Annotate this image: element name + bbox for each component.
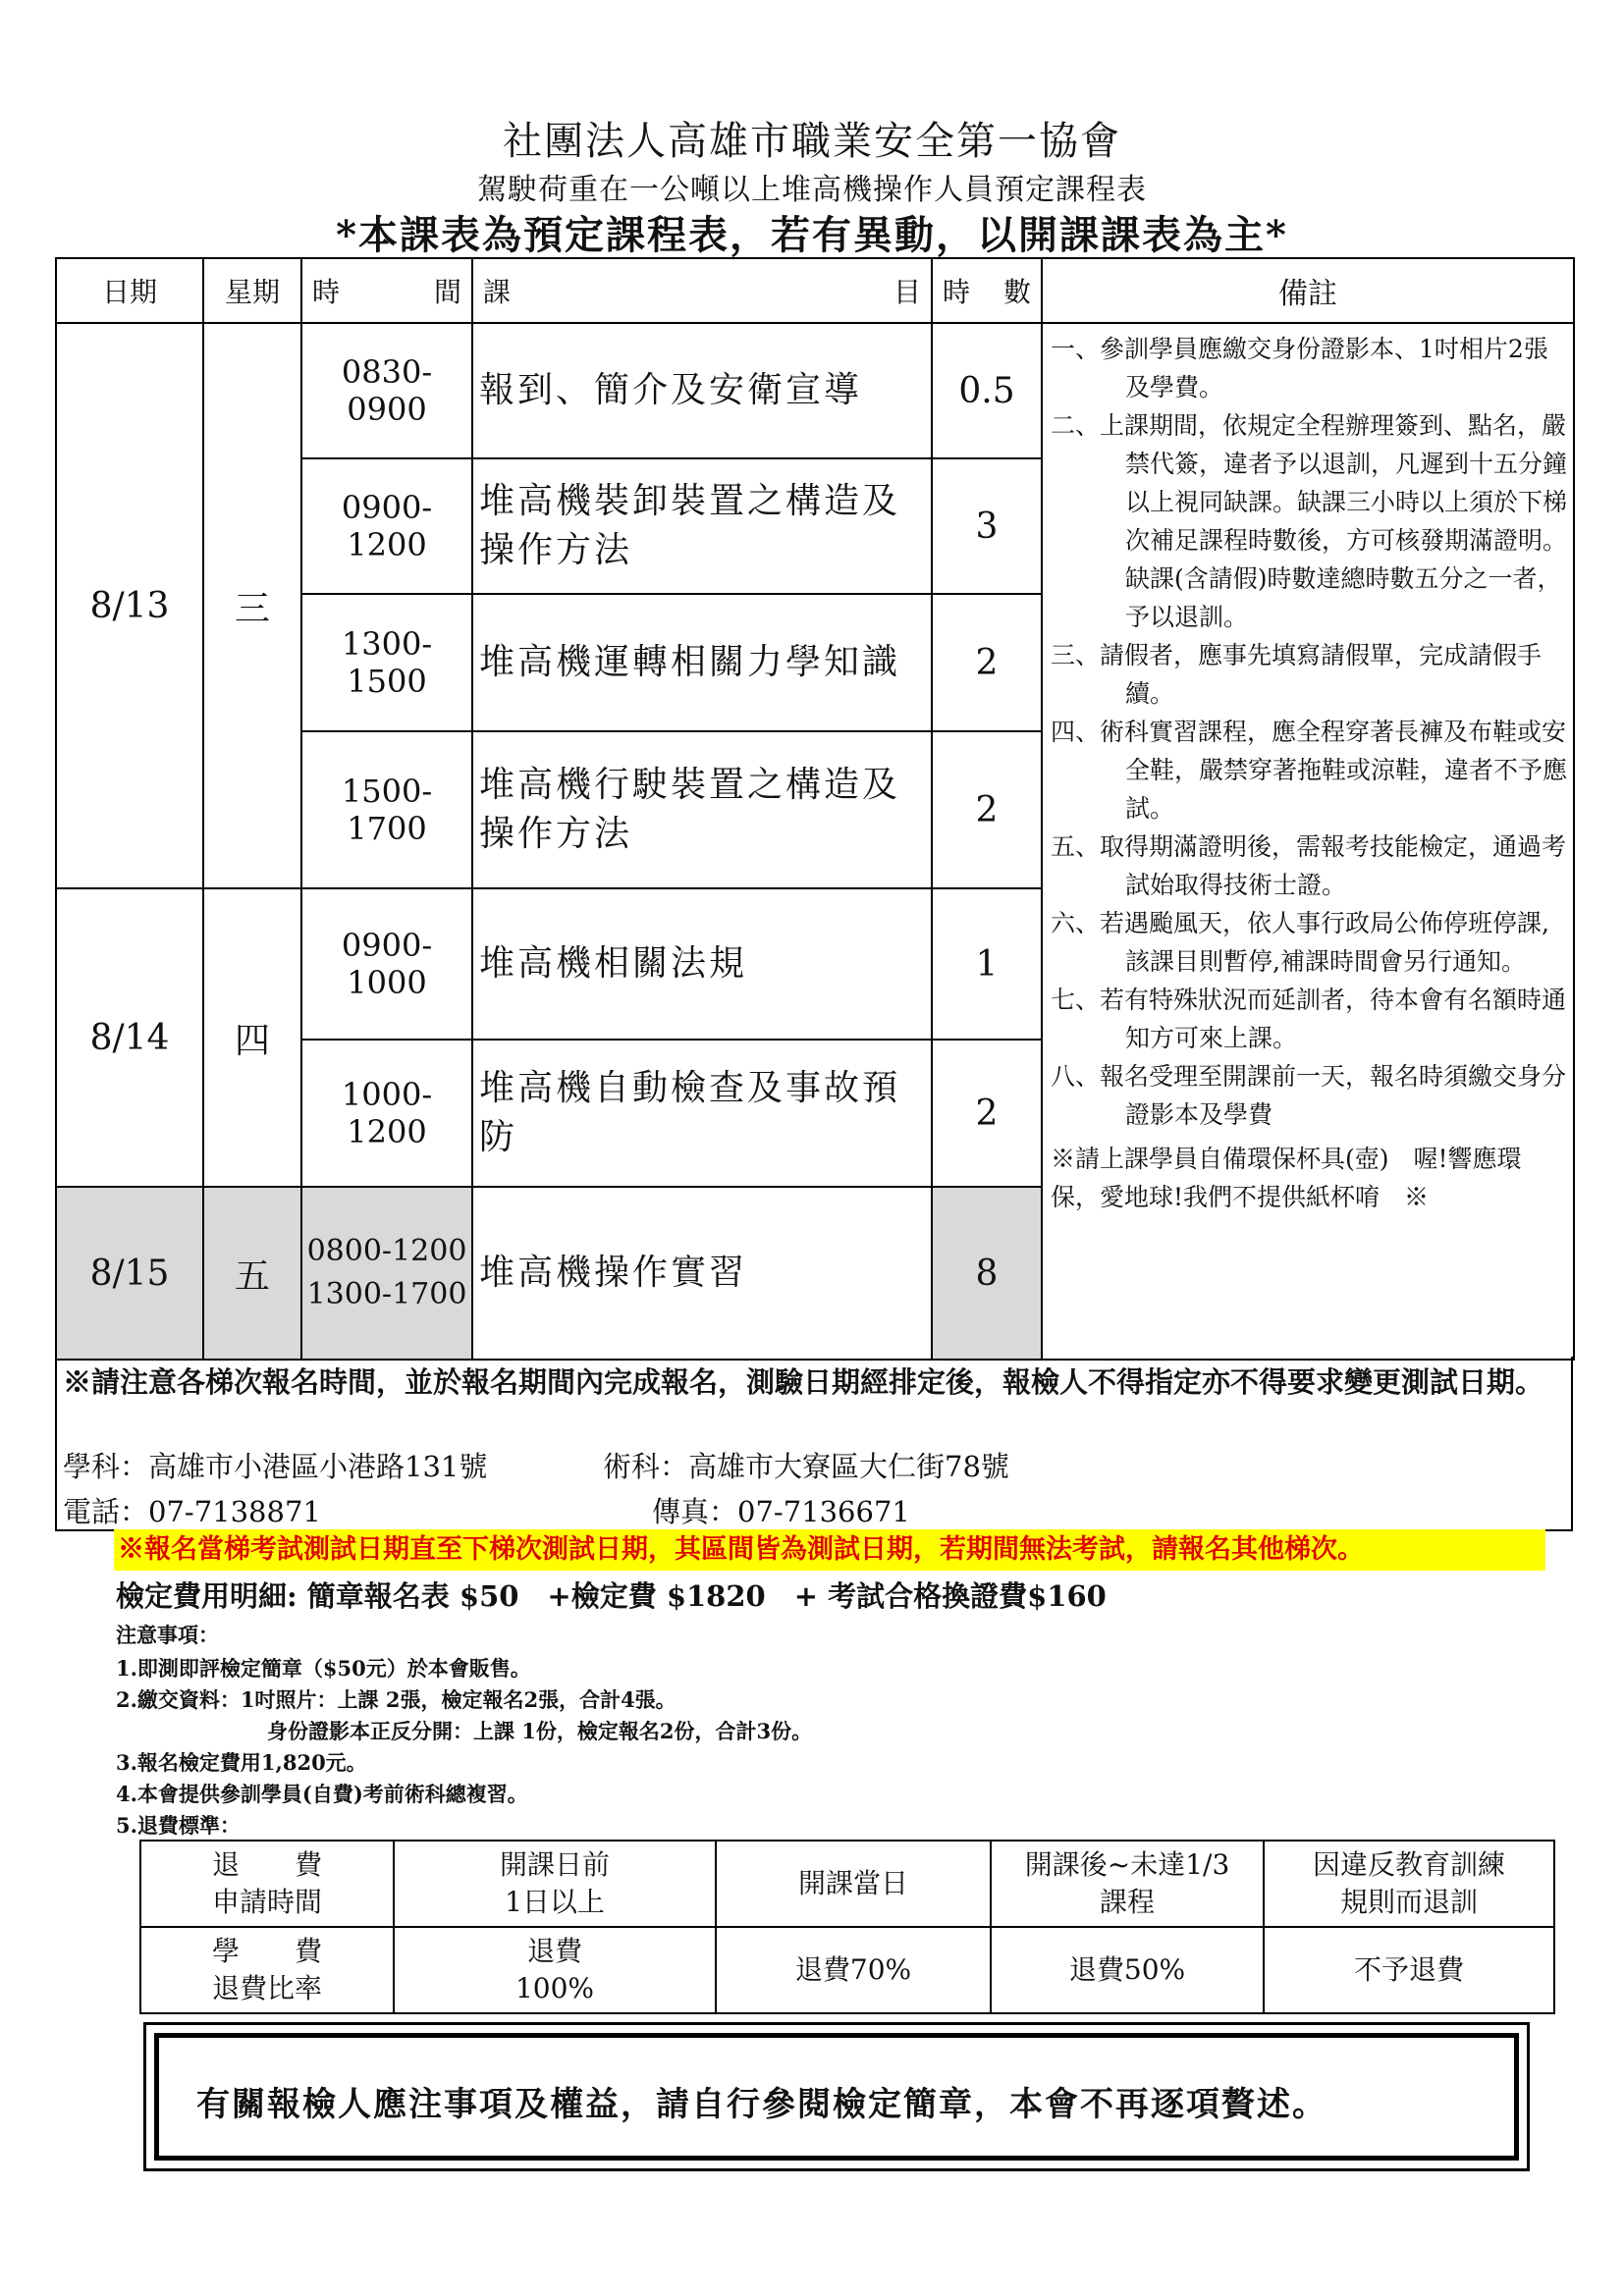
session-time: 0900-1200 <box>301 458 472 594</box>
day-date: 8/15 <box>56 1187 203 1360</box>
session-subject: 堆高機操作實習 <box>472 1187 932 1360</box>
session-hours: 2 <box>932 594 1042 731</box>
eco-cup-note: ※請上課學員自備環保杯具(壺) 喔!響應環保，愛地球!我們不提供紙杯唷 ※ <box>1051 1145 1522 1211</box>
remark-item: 一、參訓學員應繳交身份證影本、1吋相片2張及學費。 <box>1051 335 1548 401</box>
session-time: 1500-1700 <box>301 731 472 888</box>
refund-cell: 退費 100% <box>394 1927 716 2013</box>
session-hours: 8 <box>932 1187 1042 1360</box>
remark-item: 七、若有特殊狀況而延訓者，待本會有名額時通知方可來上課。 <box>1051 986 1567 1052</box>
note-item: 身份證影本正反分開：上課 1份，檢定報名2份，合計3份。 <box>267 1719 813 1743</box>
session-subject: 堆高機自動檢查及事故預防 <box>472 1040 932 1187</box>
note-item: 4.本會提供參訓學員(自費)考前術科總複習。 <box>116 1782 528 1806</box>
org-title: 社團法人高雄市職業安全第一協會 <box>503 119 1121 164</box>
header-date: 日期 <box>56 258 203 323</box>
phone-number: 電話：07-7138871 <box>63 1495 321 1528</box>
table-row <box>56 323 1574 458</box>
session-subject: 堆高機相關法規 <box>472 888 932 1040</box>
day-weekday: 四 <box>203 888 301 1187</box>
session-time: 0900-1000 <box>301 888 472 1040</box>
refund-row-time <box>140 1841 1554 1927</box>
header-remarks: 備註 <box>1042 258 1574 323</box>
note-item: 1.即測即評檢定簡章（$50元）於本會販售。 <box>116 1656 531 1681</box>
academic-address: 學科：高雄市小港區小港路131號 <box>63 1450 488 1483</box>
day-date: 8/13 <box>56 323 203 888</box>
session-time: 0830-0900 <box>301 323 472 458</box>
refund-cell: 退費70% <box>716 1927 991 2013</box>
practical-address: 術科：高雄市大寮區大仁街78號 <box>603 1450 1009 1483</box>
notes-title: 注意事項： <box>116 1623 219 1647</box>
refund-cell: 開課後~未達1/3 課程 <box>991 1841 1264 1927</box>
header-weekday: 星期 <box>203 258 301 323</box>
note-item: 5.退費標準： <box>116 1813 241 1838</box>
session-time: 1000-1200 <box>301 1040 472 1187</box>
session-hours: 2 <box>932 1040 1042 1187</box>
refund-cell: 退費50% <box>991 1927 1264 2013</box>
schedule-footer-box <box>55 1357 1573 1531</box>
remarks-cell <box>1042 323 1574 1360</box>
session-time: 1300-1500 <box>301 594 472 731</box>
session-subject: 堆高機行駛裝置之構造及操作方法 <box>472 731 932 888</box>
session-hours: 1 <box>932 888 1042 1040</box>
refund-cell: 開課當日 <box>716 1841 991 1927</box>
remark-item: 五、取得期滿證明後，需報考技能檢定，通過考試始取得技術士證。 <box>1051 832 1567 899</box>
header-time: 時 間 <box>301 258 472 323</box>
refund-cell: 因違反教育訓練 規則而退訓 <box>1264 1841 1554 1927</box>
schedule-notice: *本課表為預定課程表，若有異動，以開課課表為主* <box>336 212 1288 258</box>
remark-item: 二、上課期間，依規定全程辦理簽到、點名，嚴禁代簽，違者予以退訓，凡遲到十五分鐘以上視同缺課。缺課三小時以上須於下梯次補足課程時數後，方可核發期滿證明。缺課(含請假)時數達總時數五分之一者，予以退訓。 <box>1051 411 1568 631</box>
rights-notice-text: 有關報檢人應注事項及權益，請自行參閱檢定簡章，本會不再逐項贅述。 <box>196 2085 1327 2124</box>
refund-row-rate <box>140 1927 1554 2013</box>
remark-item: 四、術科實習課程，應全程穿著長褲及布鞋或安全鞋，嚴禁穿著拖鞋或涼鞋，違者不予應試。 <box>1051 718 1568 823</box>
remark-item: 六、若遇颱風天，依人事行政局公佈停班停課,該課目則暫停,補課時間會另行通知。 <box>1051 909 1549 976</box>
registration-warning: ※請注意各梯次報名時間，並於報名期間內完成報名，測驗日期經排定後，報檢人不得指定亦不得要求變更測試日期。 <box>63 1365 1544 1399</box>
note-item: 3.報名檢定費用1,820元。 <box>116 1750 367 1775</box>
fax-number: 傳真：07-7136671 <box>652 1495 910 1528</box>
course-title: 駕駛荷重在一公噸以上堆高機操作人員預定課程表 <box>477 173 1147 207</box>
session-subject: 堆高機運轉相關力學知識 <box>472 594 932 731</box>
note-item: 2.繳交資料：1吋照片：上課 2張，檢定報名2張，合計4張。 <box>116 1687 677 1712</box>
refund-cell: 學 費 退費比率 <box>140 1927 394 2013</box>
header-subject: 課 目 <box>472 258 932 323</box>
refund-table <box>139 1840 1555 2014</box>
header-hours: 時 數 <box>932 258 1042 323</box>
refund-cell: 退 費 申請時間 <box>140 1841 394 1927</box>
refund-cell: 不予退費 <box>1264 1927 1554 2013</box>
day-weekday: 五 <box>203 1187 301 1360</box>
session-hours: 0.5 <box>932 323 1042 458</box>
schedule-header-row <box>56 258 1574 323</box>
session-hours: 2 <box>932 731 1042 888</box>
remark-item: 三、請假者，應事先填寫請假單，完成請假手續。 <box>1051 641 1543 708</box>
refund-cell: 開課日前 1日以上 <box>394 1841 716 1927</box>
remark-item: 八、報名受理至開課前一天，報名時須繳交身分證影本及學費 <box>1051 1062 1567 1129</box>
rights-notice-frame <box>143 2022 1530 2171</box>
exam-date-highlight: ※報名當梯考試測試日期直至下梯次測試日期，其區間皆為測試日期，若期間無法考試，請報名其他梯次。 <box>114 1529 1545 1571</box>
session-hours: 3 <box>932 458 1042 594</box>
rights-notice-inner-frame <box>154 2033 1519 2161</box>
schedule-table <box>55 257 1575 1361</box>
session-time: 0800-1200 1300-1700 <box>301 1187 472 1360</box>
day-date: 8/14 <box>56 888 203 1187</box>
day-weekday: 三 <box>203 323 301 888</box>
session-subject: 報到、簡介及安衛宣導 <box>472 323 932 458</box>
session-subject: 堆高機裝卸裝置之構造及操作方法 <box>472 458 932 594</box>
fee-details: 檢定費用明細: 簡章報名表 $50 +檢定費 $1820 + 考試合格換證費$160 <box>116 1579 1107 1613</box>
